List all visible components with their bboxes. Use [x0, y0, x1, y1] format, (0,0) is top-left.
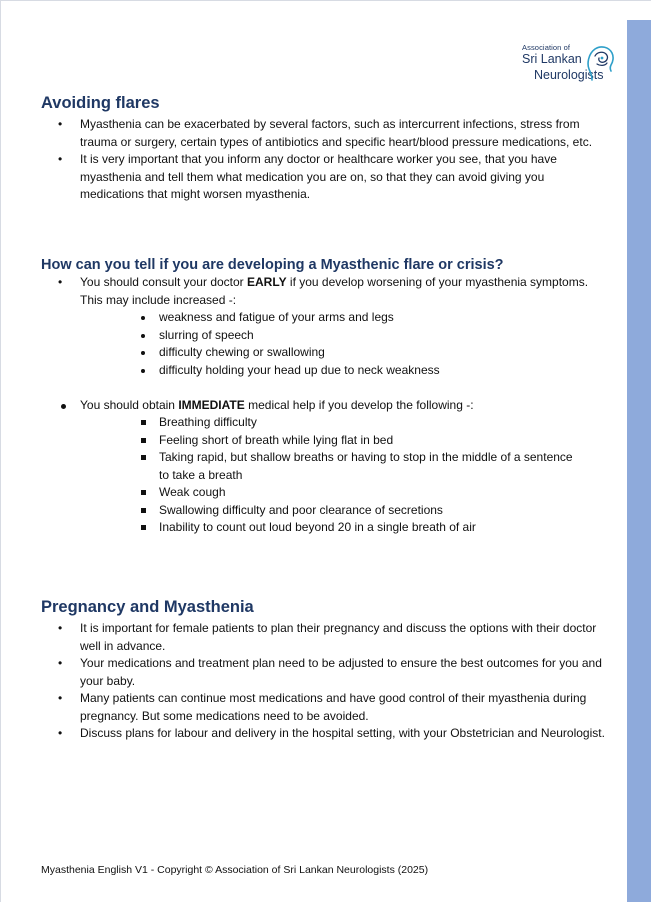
heading-flare-or-crisis: How can you tell if you are developing a Myasthenic flare or crisis? — [41, 257, 504, 273]
list-item: • Your medications and treatment plan need to be adjusted to ensure the best outcomes for you and your baby. — [80, 655, 610, 690]
list-item: • Discuss plans for labour and delivery in the hospital setting, with your Obstetrician and Neurologist. — [80, 725, 610, 743]
immediate-help-list — [80, 397, 610, 415]
head-brain-icon — [584, 42, 614, 84]
consult-early-list — [80, 274, 610, 309]
list-item: Breathing difficulty — [159, 414, 579, 432]
list-item: Inability to count out loud beyond 20 in a single breath of air — [159, 519, 579, 537]
list-item: Swallowing difficulty and poor clearance of secretions — [159, 502, 579, 520]
logo-line-1: Association of — [522, 43, 571, 52]
emphasis-early: EARLY — [247, 275, 287, 289]
emphasis-immediate: IMMEDIATE — [178, 398, 245, 412]
heading-pregnancy: Pregnancy and Myasthenia — [41, 598, 254, 616]
list-item: difficulty holding your head up due to neck weakness — [159, 362, 579, 380]
list-item: difficulty chewing or swallowing — [159, 344, 579, 362]
list-item: Taking rapid, but shallow breaths or having to stop in the middle of a sentence to take a breath — [159, 449, 579, 484]
early-symptoms-list — [159, 309, 579, 379]
immediate-symptoms-list — [159, 414, 579, 537]
list-item: • Myasthenia can be exacerbated by several factors, such as intercurrent infections, stress from trauma or surgery, certain types of antibiotics and specific heart/blood pressure medications, etc. — [80, 116, 610, 151]
list-item: Feeling short of breath while lying flat in bed — [159, 432, 579, 450]
logo-line-3: Neurologists — [534, 68, 604, 82]
side-accent-bar — [627, 20, 651, 902]
list-item: weakness and fatigue of your arms and legs — [159, 309, 579, 327]
footer-copyright: Myasthenia English V1 - Copyright © Association of Sri Lankan Neurologists (2025) — [41, 864, 429, 876]
list-item: • It is important for female patients to plan their pregnancy and discuss the options with their doctor well in advance. — [80, 620, 610, 655]
flares-list — [80, 116, 610, 204]
list-item: • It is very important that you inform any doctor or healthcare worker you see, that you have myasthenia and tell them what medication you are on, so that they can avoid giving you medications that might worsen myasthenia. — [80, 151, 610, 204]
organization-logo — [518, 41, 618, 89]
list-item: Weak cough — [159, 484, 579, 502]
logo-line-2: Sri Lankan — [522, 52, 582, 66]
list-item: slurring of speech — [159, 327, 579, 345]
pregnancy-list — [80, 620, 610, 743]
list-item-immediate-help: You should obtain IMMEDIATE medical help if you develop the following -: — [80, 397, 610, 415]
list-item: • Many patients can continue most medications and have good control of their myasthenia during pregnancy. But some medications need to be avoided. — [80, 690, 610, 725]
heading-avoiding-flares: Avoiding flares — [41, 94, 160, 112]
list-item-consult-early: • You should consult your doctor EARLY if you develop worsening of your myasthenia symptoms. This may include increased -: — [80, 274, 610, 309]
